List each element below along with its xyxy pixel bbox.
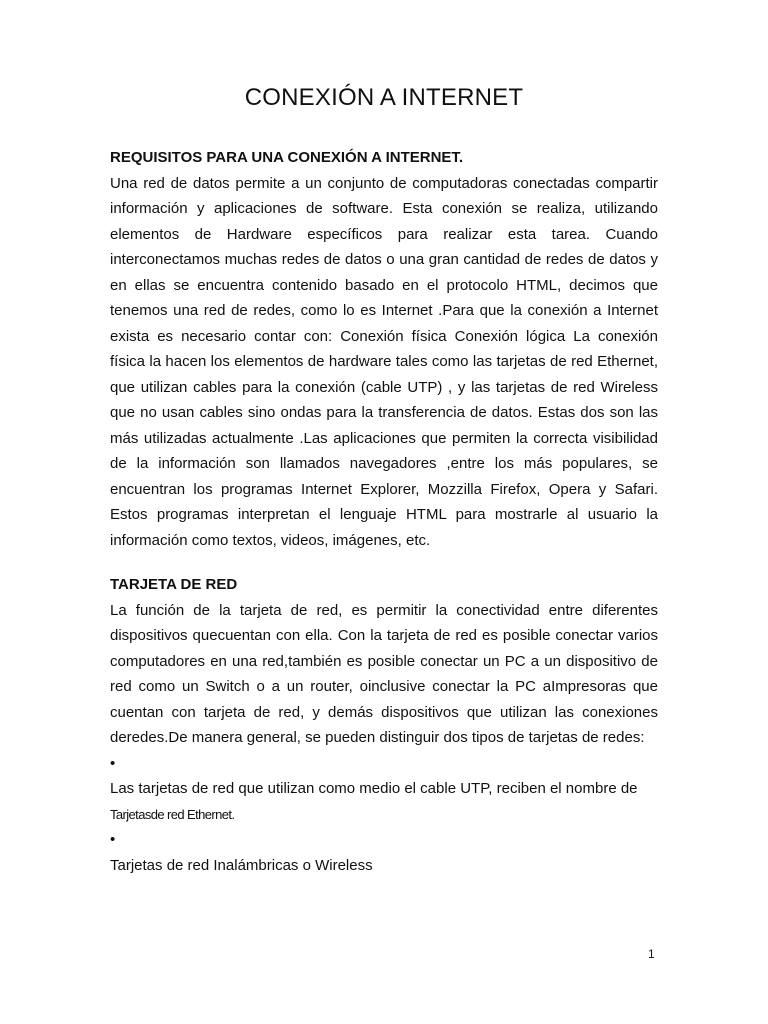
section-requisitos <box>110 145 658 553</box>
section-tarjeta-de-red <box>110 572 658 878</box>
bullet-marker: • <box>110 754 116 772</box>
section-heading-requisitos: REQUISITOS PARA UNA CONEXIÓN A INTERNET. <box>110 149 464 166</box>
bullet-marker: • <box>110 831 116 848</box>
list-item-ethernet-continued: Tarjetasde red Ethernet. <box>110 806 235 822</box>
document-title: CONEXIÓN A INTERNET <box>244 84 524 111</box>
section-heading-tarjeta: TARJETA DE RED <box>110 576 238 593</box>
paragraph-requisitos: Una red de datos permite a un conjunto de computadoras conectadas compartir información y aplicaciones de software. Esta conexión se realiza, utilizando elementos de Hardware específicos para realizar esta tarea. Cuando interconectamos muchas redes de datos o una gran cantidad de redes de datos y en ellas se encuentra contenido basado en el protocolo HTML, decimos que tenemos una red de redes, como lo es Internet .Para que la conexión a Internet exista es necesario contar con: Conexión física Conexión lógica La conexión física la hacen los elementos de hardware tales como las tarjetas de red Ethernet, que utilizan cables para la conexión (cable UTP) , y las tarjetas de red Wireless que no usan cables sino ondas para la transferencia de datos. Estas dos son las más utilizadas actualmente .Las aplicaciones que permiten la correcta visibilidad de la información son llamados navegadores ,entre los más populares, se encuentran los programas Internet Explorer, Mozzilla Firefox, Opera y Safari. Estos programas interpretan el lenguaje HTML para mostrarle al usuario la información como textos, videos, imágenes, etc. <box>110 174 658 549</box>
page-number: 1 <box>648 947 655 961</box>
paragraph-tarjeta: La función de la tarjeta de red, es permitir la conectividad entre diferentes dispositivos quecuentan con ella. Con la tarjeta de red es posible conectar varios computadores en una red,también es posible conectar un PC a un dispositivo de red como un Switch o a un router, oinclusive conectar la PC aImpresoras que cuentan con tarjeta de red, y demás dispositivos que utilizan las conexiones deredes.De manera general, se pueden distinguir dos tipos de tarjetas de redes: <box>110 601 658 746</box>
list-item-wireless: Tarjetas de red Inalámbricas o Wireless <box>110 856 373 874</box>
list-item-ethernet: Las tarjetas de red que utilizan como medio el cable UTP, reciben el nombre de <box>110 780 638 797</box>
